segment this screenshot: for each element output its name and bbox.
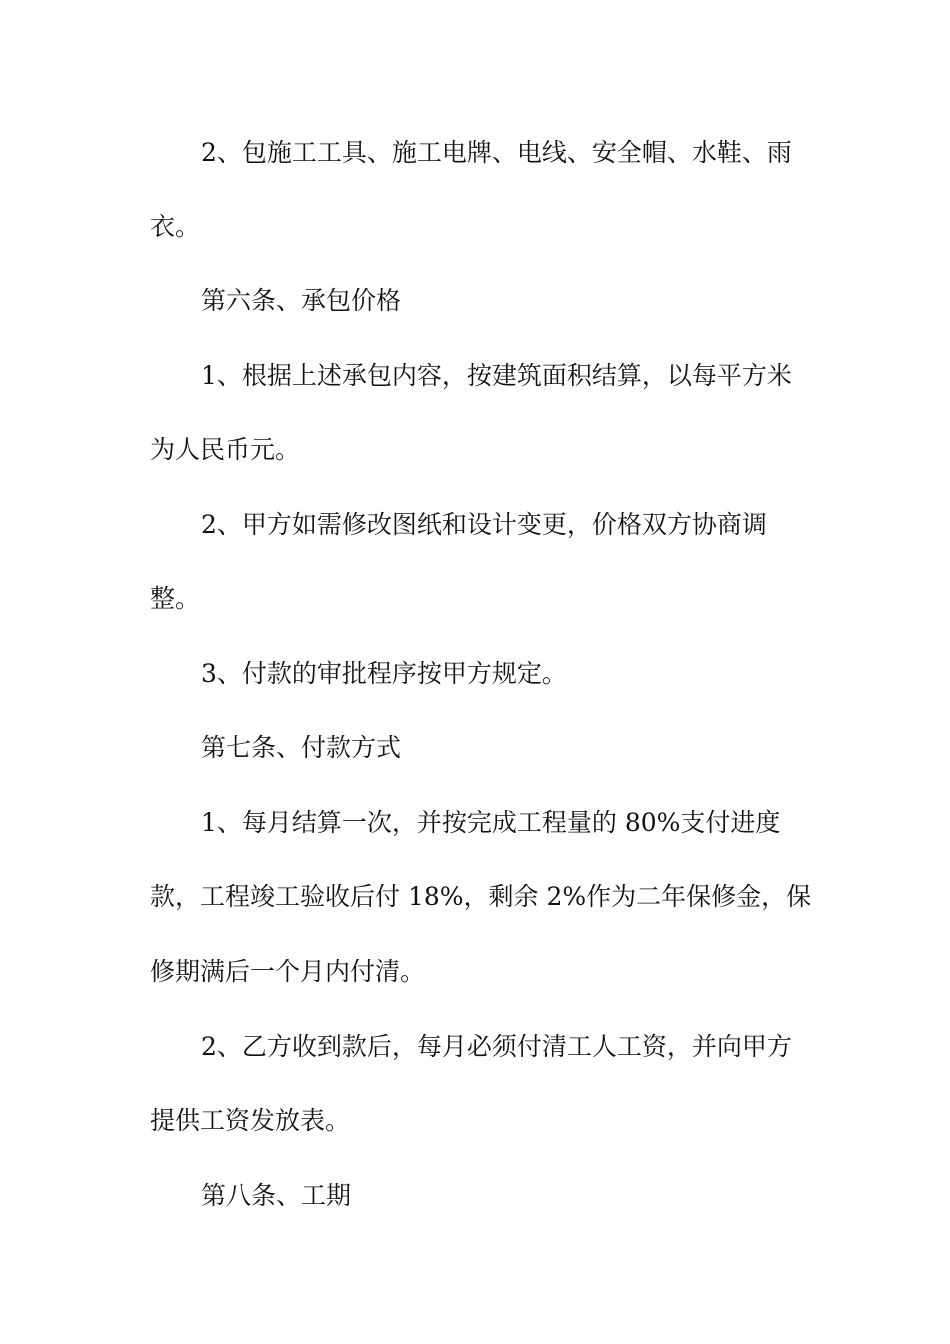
paragraph-line: 2、甲方如需修改图纸和设计变更，价格双方协商调 — [201, 510, 767, 539]
paragraph-line: 1、每月结算一次，并按完成工程量的 80%支付进度 — [201, 808, 781, 837]
paragraph-line: 修期满后一个月内付清。 — [150, 957, 426, 986]
paragraph-line: 衣。 — [150, 212, 201, 241]
paragraph-line: 整。 — [150, 584, 201, 613]
paragraph-line: 2、包施工工具、施工电牌、电线、安全帽、水鞋、雨 — [201, 138, 792, 167]
section-heading: 第六条、承包价格 — [201, 286, 402, 315]
section-heading: 第七条、付款方式 — [201, 733, 402, 762]
paragraph-line: 2、乙方收到款后，每月必须付清工人工资，并向甲方 — [201, 1032, 792, 1061]
paragraph-line: 1、根据上述承包内容，按建筑面积结算，以每平方米 — [201, 361, 792, 390]
paragraph-line: 为人民币元。 — [150, 435, 301, 464]
paragraph-line: 款，工程竣工验收后付 18%，剩余 2%作为二年保修金，保 — [150, 882, 812, 911]
paragraph-line: 3、付款的审批程序按甲方规定。 — [201, 659, 567, 688]
section-heading: 第八条、工期 — [201, 1181, 352, 1210]
paragraph-line: 提供工资发放表。 — [150, 1106, 351, 1135]
